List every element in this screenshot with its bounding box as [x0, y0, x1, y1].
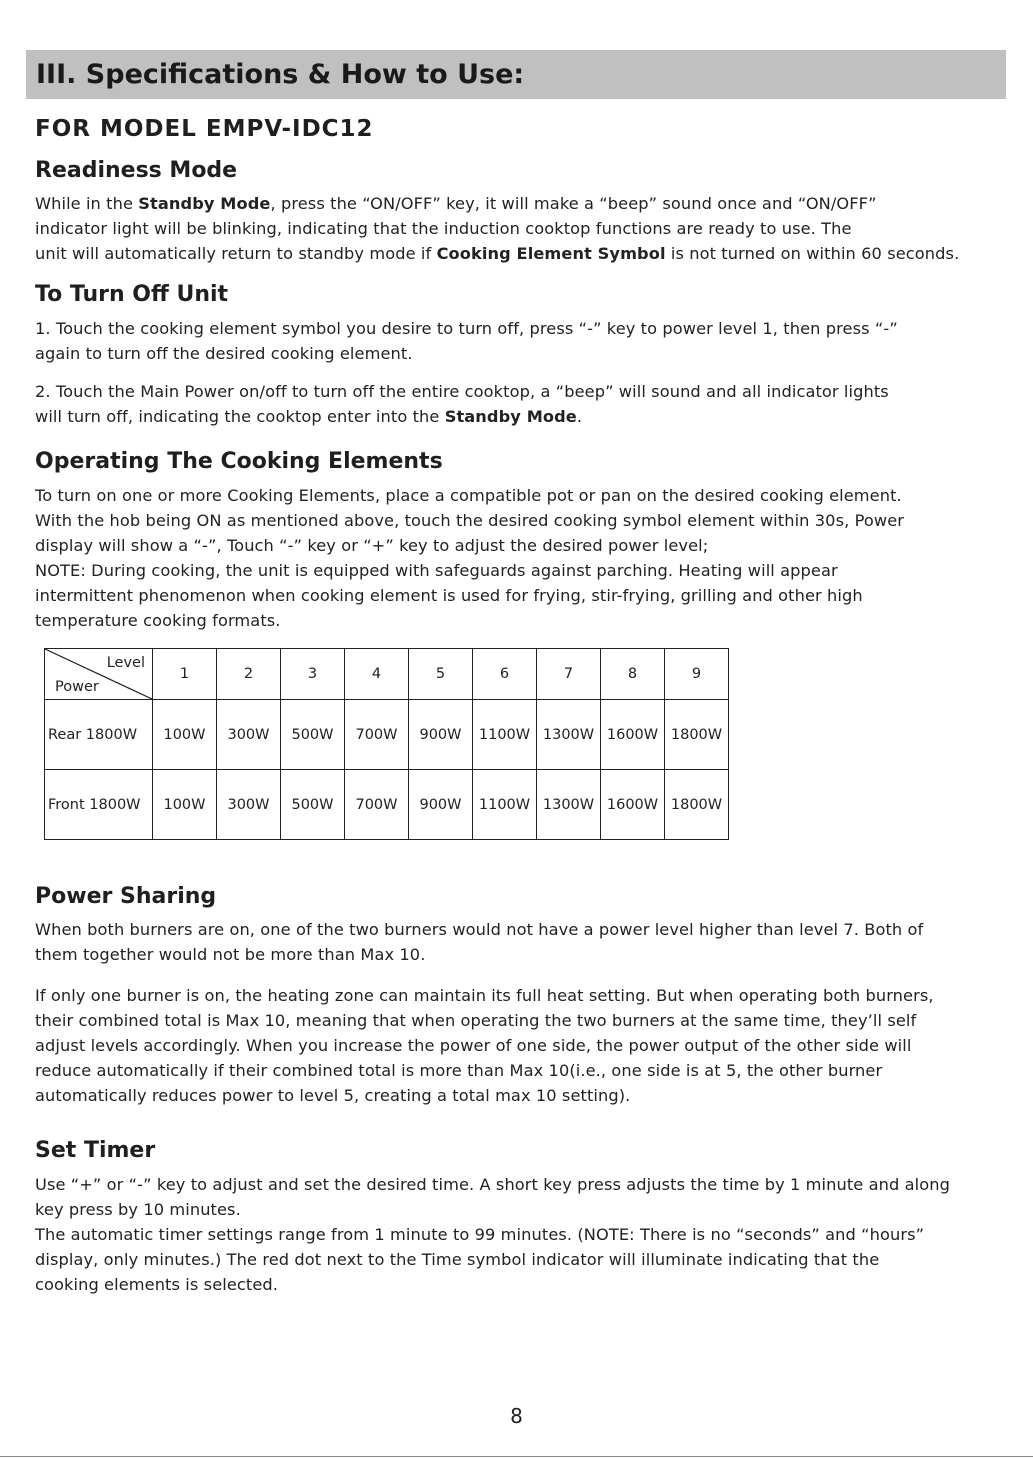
table-row-rear [45, 700, 729, 770]
text-line: Use “+” or “-” key to adjust and set the desired time. A short key press adjusts the time by 1 minute and along [35, 1175, 950, 1194]
text-line [35, 404, 889, 429]
table-header-row [45, 649, 729, 700]
text-run: . [576, 407, 583, 426]
table-cell: 300W [217, 770, 281, 840]
text-line: cooking elements is selected. [35, 1275, 279, 1294]
readiness-heading: Readiness Mode [35, 158, 238, 183]
table-row-front [45, 770, 729, 840]
text-line [35, 191, 959, 216]
table-cell: 700W [345, 770, 409, 840]
text-line: To turn on one or more Cooking Elements, place a compatible pot or pan on the desired cooking element. [35, 486, 902, 505]
text-line: indicator light will be blinking, indicating that the induction cooktop functions are ready to use. The [35, 219, 852, 238]
section-title-banner: III. Specifications & How to Use: [26, 50, 1006, 99]
page-number: 8 [510, 1404, 523, 1428]
text-line: reduce automatically if their combined total is more than Max 10(i.e., one side is at 5, the other burner [35, 1061, 883, 1080]
text-line: When both burners are on, one of the two burners would not have a power level higher than level 7. Both of [35, 920, 924, 939]
text-line: 2. Touch the Main Power on/off to turn off the entire cooktop, a “beep” will sound and all indicator lights [35, 382, 889, 401]
table-cell: 1100W [473, 700, 537, 770]
level-header-cell: 9 [665, 649, 729, 700]
table-cell: 100W [153, 700, 217, 770]
power-sharing-heading: Power Sharing [35, 884, 217, 909]
text-run: is not turned on within 60 seconds. [665, 244, 960, 263]
table-cell: 1600W [601, 770, 665, 840]
power-sharing-paragraph-2 [35, 983, 934, 1108]
table-cell: 1600W [601, 700, 665, 770]
table-cell: 900W [409, 770, 473, 840]
table-cell: 700W [345, 700, 409, 770]
text-line: adjust levels accordingly. When you increase the power of one side, the power output of the other side will [35, 1036, 912, 1055]
level-header-cell: 7 [537, 649, 601, 700]
text-line: their combined total is Max 10, meaning that when operating the two burners at the same time, they’ll self [35, 1011, 917, 1030]
level-header-cell: 2 [217, 649, 281, 700]
text-line [35, 241, 959, 266]
text-run: will turn off, indicating the cooktop enter into the [35, 407, 445, 426]
text-line: automatically reduces power to level 5, creating a total max 10 setting). [35, 1086, 631, 1105]
turn-off-step-1 [35, 316, 898, 366]
table-cell: 100W [153, 770, 217, 840]
table-cell: 1100W [473, 770, 537, 840]
turn-off-step-2 [35, 379, 889, 429]
operating-paragraph [35, 483, 904, 633]
table-cell: 1800W [665, 700, 729, 770]
power-axis-label: Power [55, 679, 99, 695]
text-line: The automatic timer settings range from 1 minute to 99 minutes. (NOTE: There is no “seconds” and “hours” [35, 1225, 925, 1244]
table-cell: 1300W [537, 700, 601, 770]
text-line: If only one burner is on, the heating zone can maintain its full heat setting. But when operating both burners, [35, 986, 934, 1005]
row-label-rear: Rear 1800W [45, 700, 153, 770]
text-line: them together would not be more than Max 10. [35, 945, 426, 964]
table-cell: 1800W [665, 770, 729, 840]
text-line: again to turn off the desired cooking element. [35, 344, 413, 363]
set-timer-heading: Set Timer [35, 1138, 156, 1163]
bottom-divider [0, 1456, 1033, 1457]
power-level-table [44, 648, 729, 840]
standby-mode-term: Standby Mode [444, 407, 577, 426]
level-header-cell: 6 [473, 649, 537, 700]
row-label-front: Front 1800W [45, 770, 153, 840]
text-line: 1. Touch the cooking element symbol you desire to turn off, press “-” key to power level 1, then press “-” [35, 319, 898, 338]
readiness-paragraph [35, 191, 959, 266]
text-run: While in the [35, 194, 139, 213]
table-cell: 900W [409, 700, 473, 770]
level-header-cell: 4 [345, 649, 409, 700]
level-header-cell: 3 [281, 649, 345, 700]
level-axis-label: Level [106, 655, 145, 671]
text-line: NOTE: During cooking, the unit is equipped with safeguards against parching. Heating will appear [35, 561, 838, 580]
level-header-cell: 5 [409, 649, 473, 700]
cooking-element-symbol-term: Cooking Element Symbol [436, 244, 666, 263]
set-timer-paragraph [35, 1172, 950, 1297]
table-cell: 500W [281, 770, 345, 840]
model-title: FOR MODEL EMPV-IDC12 [35, 116, 374, 142]
standby-mode-term: Standby Mode [138, 194, 271, 213]
text-run: , press the “ON/OFF” key, it will make a “beep” sound once and “ON/OFF” [270, 194, 877, 213]
power-sharing-paragraph-1 [35, 917, 923, 967]
text-line: temperature cooking formats. [35, 611, 281, 630]
table-cell: 1300W [537, 770, 601, 840]
level-header-cell: 8 [601, 649, 665, 700]
level-header-cell: 1 [153, 649, 217, 700]
table-cell: 500W [281, 700, 345, 770]
text-line: intermittent phenomenon when cooking element is used for frying, stir-frying, grilling and other high [35, 586, 863, 605]
operating-heading: Operating The Cooking Elements [35, 449, 443, 474]
turn-off-heading: To Turn Off Unit [35, 282, 229, 307]
table-corner-cell [45, 649, 153, 700]
text-run: unit will automatically return to standby mode if [35, 244, 437, 263]
text-line: display will show a “-”, Touch “-” key or “+” key to adjust the desired power level; [35, 536, 709, 555]
table-cell: 300W [217, 700, 281, 770]
text-line: key press by 10 minutes. [35, 1200, 241, 1219]
text-line: With the hob being ON as mentioned above, touch the desired cooking symbol element within 30s, Power [35, 511, 905, 530]
text-line: display, only minutes.) The red dot next to the Time symbol indicator will illuminate indicating that the [35, 1250, 880, 1269]
